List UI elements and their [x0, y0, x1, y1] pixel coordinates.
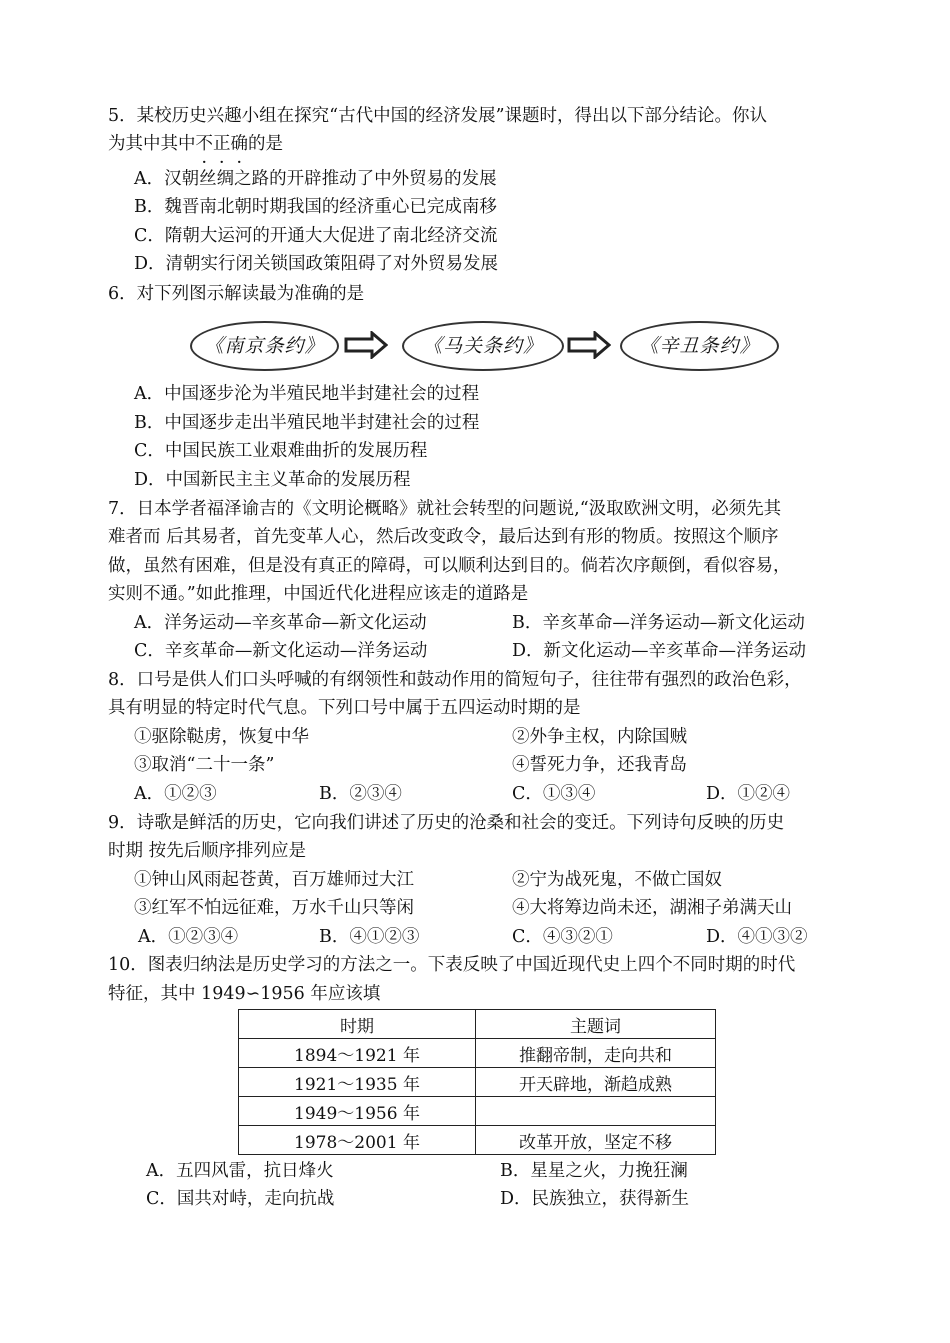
table-cell-theme: 改革开放，坚定不移 [476, 1126, 716, 1155]
q9-option-a[interactable]: A．①②③④ [138, 927, 239, 947]
q6-option-b[interactable]: B．中国逐步走出半殖民地半封建社会的过程 [134, 413, 480, 433]
table-cell-period: 1921～1935 年 [239, 1068, 476, 1097]
q9-option-b[interactable]: B．④①②③ [319, 927, 420, 947]
q7-stem-line1: 7．日本学者福泽谕吉的《文明论概略》就社会转型的问题说,“汲取欧洲文明，必须先其 [108, 499, 782, 519]
q5-option-b[interactable]: B．魏晋南北朝时期我国的经济重心已完成南移 [134, 197, 497, 217]
q7-stem-line3: 做，虽然有困难，但是没有真正的障碍，可以顺利达到目的。倘若次序颠倒，看似容易， [108, 556, 791, 576]
q6-stem: 6．对下列图示解读最为准确的是 [108, 284, 365, 304]
q9-item-2: ②宁为战死鬼，不做亡国奴 [512, 870, 722, 890]
q5-stem-post: 的是 [248, 134, 283, 154]
q10-option-b[interactable]: B．星星之火，力挽狂澜 [500, 1161, 688, 1181]
q5-emphasis-char: 正 [213, 134, 231, 154]
q9-option-c[interactable]: C．④③②① [512, 927, 613, 947]
q5-option-c[interactable]: C．隋朝大运河的开通大大促进了南北经济交流 [134, 226, 498, 246]
q6-option-d[interactable]: D．中国新民主主义革命的发展历程 [134, 470, 411, 490]
q6-option-a[interactable]: A．中国逐步沦为半殖民地半封建社会的过程 [134, 384, 480, 404]
q8-option-c[interactable]: C．①③④ [512, 784, 596, 804]
q8-item-2: ②外争主权，内除国贼 [512, 727, 687, 747]
q8-item-3: ③取消“二十一条” [134, 755, 275, 775]
table-row [239, 1068, 716, 1097]
q10-option-c[interactable]: C．国共对峙，走向抗战 [146, 1189, 335, 1209]
q7-option-c[interactable]: C．辛亥革命—新文化运动—洋务运动 [134, 641, 428, 661]
q9-option-d[interactable]: D．④①③② [706, 927, 808, 947]
diagram-xinchou-treaty: 《辛丑条约》 [620, 321, 779, 371]
q9-item-1: ①钟山风雨起苍黄，百万雄师过大江 [134, 870, 414, 890]
period-theme-table [238, 1009, 716, 1155]
right-arrow-icon [344, 331, 388, 359]
q7-option-a[interactable]: A．洋务运动—辛亥革命—新文化运动 [134, 613, 427, 633]
q9-item-4: ④大将筹边尚未还，湖湘子弟满天山 [512, 898, 792, 918]
table-cell-period: 1949～1956 年 [239, 1097, 476, 1126]
q8-item-1: ①驱除鞑虏，恢复中华 [134, 727, 309, 747]
table-cell-period: 1894～1921 年 [239, 1039, 476, 1068]
q9-item-3: ③红军不怕远征难，万水千山只等闲 [134, 898, 414, 918]
q8-option-d[interactable]: D．①②④ [706, 784, 791, 804]
q8-option-a[interactable]: A．①②③ [134, 784, 217, 804]
diagram-nanjing-treaty: 《南京条约》 [190, 321, 339, 371]
q8-item-4: ④誓死力争，还我青岛 [512, 755, 687, 775]
q10-stem-line1: 10．图表归纳法是历史学习的方法之一。下表反映了中国近现代史上四个不同时期的时代 [108, 955, 796, 975]
q10-option-d[interactable]: D．民族独立，获得新生 [500, 1189, 690, 1209]
q9-stem-line1: 9．诗歌是鲜活的历史，它向我们讲述了历史的沧桑和社会的变迁。下列诗句反映的历史 [108, 813, 785, 833]
table-cell-theme: 推翻帝制，走向共和 [476, 1039, 716, 1068]
q7-stem-line4: 实则不通。”如此推理，中国近代化进程应该走的道路是 [108, 584, 529, 604]
q10-option-a[interactable]: A．五四风雷，抗日烽火 [146, 1161, 334, 1181]
q6-option-c[interactable]: C．中国民族工业艰难曲折的发展历程 [134, 441, 428, 461]
right-arrow-icon [567, 331, 611, 359]
q7-option-b[interactable]: B．辛亥革命—洋务运动—新文化运动 [512, 613, 805, 633]
q8-stem-line1: 8．口号是供人们口头呼喊的有纲领性和鼓动作用的简短句子，往往带有强烈的政治色彩， [108, 670, 802, 690]
table-header-row [239, 1010, 716, 1039]
table-row [239, 1039, 716, 1068]
q8-stem-line2: 具有明显的特定时代气息。下列口号中属于五四运动时期的是 [108, 698, 581, 718]
q5-stem-line1: 5．某校历史兴趣小组在探究“古代中国的经济发展”课题时，得出以下部分结论。你认 [108, 106, 768, 126]
q9-stem-line2: 时期 按先后顺序排列应是 [108, 841, 307, 861]
table-row [239, 1126, 716, 1155]
diagram-maguan-treaty: 《马关条约》 [402, 321, 564, 371]
q5-emphasis-char: 不 [195, 134, 213, 154]
q5-stem-pre: 为其中其中 [108, 134, 196, 154]
q8-option-b[interactable]: B．②③④ [319, 784, 402, 804]
table-row [239, 1097, 716, 1126]
q5-option-d[interactable]: D．清朝实行闭关锁国政策阻碍了对外贸易发展 [134, 254, 499, 274]
q7-option-d[interactable]: D．新文化运动—辛亥革命—洋务运动 [512, 641, 807, 661]
table-cell-period: 1978～2001 年 [239, 1126, 476, 1155]
q7-stem-line2: 难者而 后其易者，首先变革人心，然后改变政令，最后达到有形的物质。按照这个顺序 [108, 527, 779, 547]
table-cell-theme-blank[interactable] [476, 1097, 716, 1126]
table-header-cell: 主题词 [476, 1010, 716, 1039]
table-header-cell: 时期 [239, 1010, 476, 1039]
q5-emphasis-char: 确 [230, 134, 248, 154]
table-cell-theme: 开天辟地，渐趋成熟 [476, 1068, 716, 1097]
q5-option-a[interactable]: A．汉朝丝绸之路的开辟推动了中外贸易的发展 [134, 169, 497, 189]
q10-stem-line2: 特征，其中 1949∽1956 年应该填 [108, 984, 381, 1004]
q5-stem-line2 [108, 131, 283, 157]
